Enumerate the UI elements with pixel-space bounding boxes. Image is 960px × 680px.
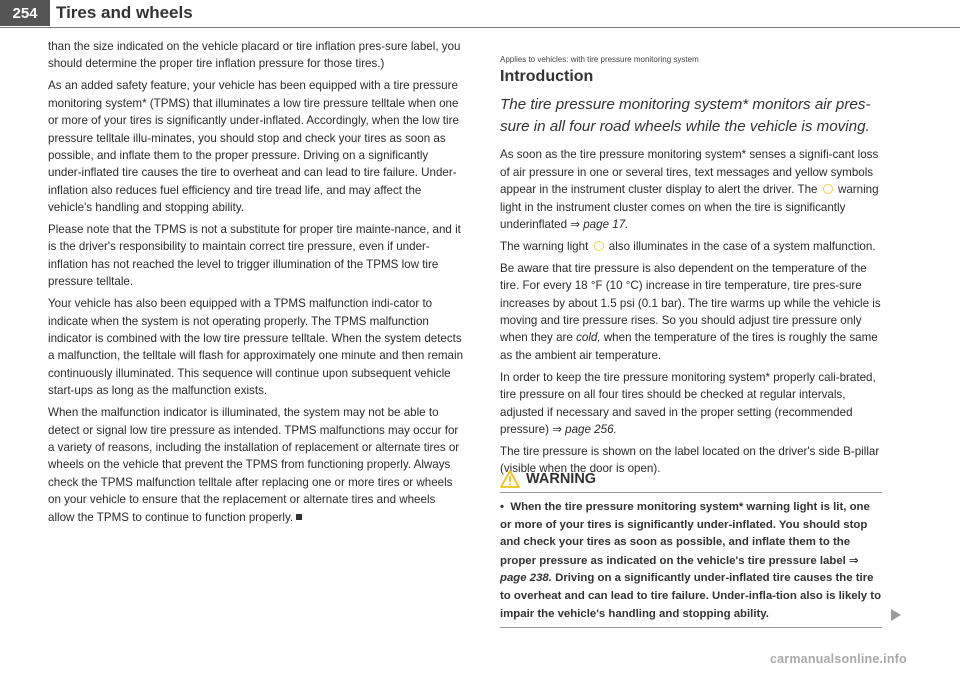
paragraph: Your vehicle has also been equipped with a TPMS malfunction indi-cator to indicate when the system is not operating properly. The TPMS malfunction indicator is combined with the low tire pressure telltale. When the system detects a malfunction, the telltale will flash for approximately one minute and then remain continuously illuminated. This sequence will continue upon subsequent vehicle start-ups as long as the malfunction exists.: [48, 297, 464, 398]
paragraph: [500, 146, 882, 233]
warning-title: [500, 470, 882, 488]
paragraph: than the size indicated on the vehicle placard or tire inflation pres-sure label, you should determine the proper tire inflation pressure for those tires.): [48, 40, 461, 71]
tire-pressure-warning-light-icon: [594, 241, 604, 251]
page-number: 254: [0, 0, 50, 26]
text: In order to keep the tire pressure monitoring system* properly cali-brated, tire pressure on all four tires should be checked at regular intervals, adjusted if necessary and saved in the proper setting (recommended pressure): [500, 370, 876, 436]
intro-text: The tire pressure monitoring system* monitors air pres-sure in all four road wheels while the vehicle is moving.: [500, 96, 871, 136]
end-of-section-icon: [296, 514, 302, 520]
text: The warning light: [500, 239, 589, 253]
arrow-icon: ⇒: [552, 422, 562, 436]
warning-label: WARNING: [526, 471, 597, 487]
warning-text: [500, 499, 882, 623]
paragraph: As an added safety feature, your vehicle has been equipped with a tire pressure monitoring system* (TPMS) that illuminates a low tire pressure telltale when one or more of your tires is significantly under-inflated. Accordingly, when the low tire pressure telltale illu-minates, you should stop and check your tires as soon as possible, and inflate them to the proper pressure. Driving on a significantly under-inflated tire causes the tire to overheat and can lead to tire failure. Under-inflation also reduces fuel efficiency and tire tread life, and may affect the vehicle's handling and stopping ability.: [48, 79, 459, 215]
section-heading: Introduction: [500, 68, 594, 85]
bullet-icon: •: [500, 501, 504, 513]
page-header: [0, 0, 960, 30]
warning-box: [500, 470, 882, 628]
page-reference-link[interactable]: page 17.: [583, 218, 629, 232]
watermark: carmanualsonline.info: [770, 652, 907, 666]
continue-arrow-icon: [890, 608, 902, 622]
tire-pressure-warning-light-icon: [823, 184, 833, 194]
left-column: [48, 38, 464, 530]
text: warning light in the instrument cluster comes on when the tire is significantly underinflated: [500, 183, 879, 232]
warning-bottom-rule: [500, 627, 882, 628]
paragraph: The tire pressure is shown on the label located on the driver's side B-pillar (visible when the door is open).: [500, 444, 880, 476]
arrow-icon: ⇒: [849, 552, 859, 567]
paragraph: [500, 260, 882, 364]
applies-to-note: Applies to vehicles: with tire pressure monitoring system: [500, 55, 699, 64]
header-rule: [0, 27, 960, 28]
text: Be aware that tire pressure is also dependent on the temperature of the tire. For every 18 °F (10 °C) increase in tire temperature, tire pres-sure increases by about 1.5 psi (0.1 bar). The tire warms up while the vehicle is moving and tire pressure rises. So you should adjust tire pressure only when they are: [500, 261, 881, 345]
text: also illuminates in the case of a system malfunction.: [608, 239, 876, 253]
page-reference-link[interactable]: page 256.: [565, 423, 617, 436]
paragraph: [500, 238, 882, 255]
paragraph: [48, 404, 464, 526]
warning-triangle-icon: [500, 470, 520, 488]
right-column: [500, 38, 882, 482]
text: Driving on a significantly under-inflated tire causes the tire to overheat and can lead to tire failure. Under-infla-tion also is likely to impair the vehicle's handling and stopping ability.: [500, 572, 882, 620]
page-reference-link[interactable]: page 238.: [500, 572, 552, 585]
paragraph-text: When the malfunction indicator is illuminated, the system may not be able to detect or signal low tire pressure as intended. TPMS malfunctions may occur for a variety of reasons, including the installation of replacement or alternate tires or wheels on the vehicle that prevent the TPMS from functioning properly. Always check the TPMS malfunction telltale after replacing one or more tires or wheels on your vehicle to ensure that the replacement or alternate tires and wheels allow the TPMS to continue to function properly.: [48, 406, 460, 524]
warning-rule: [500, 492, 882, 493]
text: When the tire pressure monitoring system* warning light is lit, one or more of your tires is significantly under-inflated. You should stop and check your tires as soon as possible, and inflate them to the proper pressure as indicated on the vehicle's tire pressure label: [500, 501, 870, 567]
paragraph: [500, 369, 882, 439]
paragraph: Please note that the TPMS is not a substitute for proper tire mainte-nance, and it is the driver's responsibility to maintain correct tire pressure, even if under-inflation has not reached the level to trigger illumination of the TPMS low tire pressure telltale.: [48, 223, 461, 289]
text: when the temperature of the tires is roughly the same as the ambient air temperature.: [500, 331, 878, 362]
arrow-icon: ⇒: [570, 217, 580, 232]
emphasis-text: cold,: [576, 331, 601, 345]
chapter-title: Tires and wheels: [56, 3, 193, 22]
text: As soon as the tire pressure monitoring system* senses a signifi-cant loss of air pressure in one or several tires, text messages and yellow symbols appear in the instrument cluster display to alert the driver. The: [500, 148, 879, 197]
